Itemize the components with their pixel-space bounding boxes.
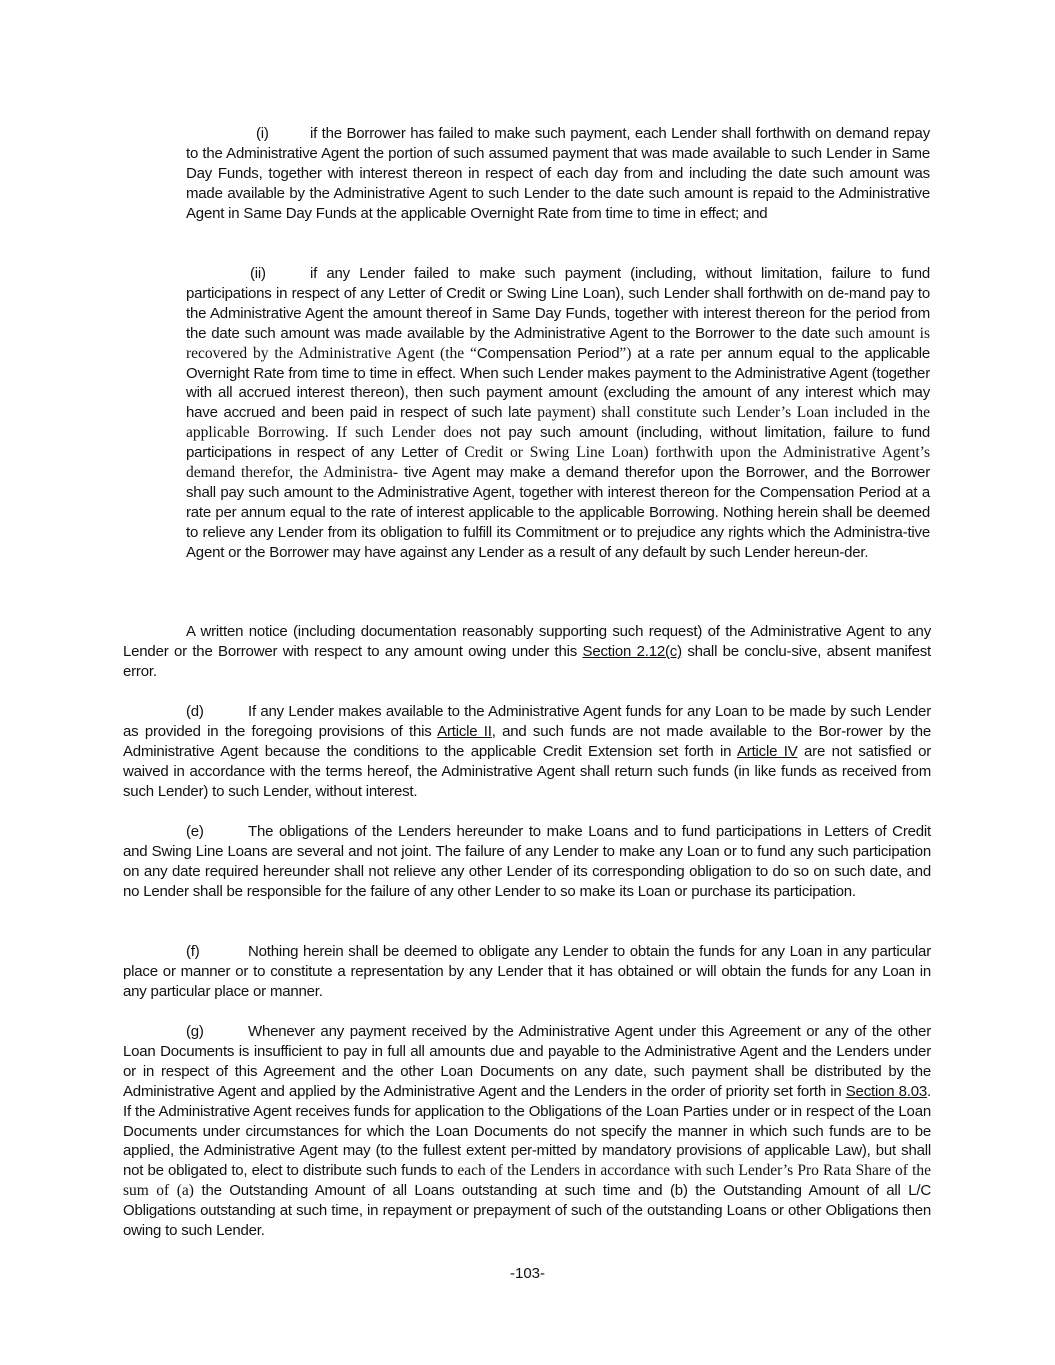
paragraph-d-text-b: , and such funds are not made available to the Bor-rower by the Administrative Agent because the conditions to the applicable Credit Extension set forth in [123,722,931,760]
article-ii-link[interactable]: Article II [437,722,492,740]
paragraph-g-text-c: each of the Lenders in accordance with such Lender’s Pro Rata Share of the sum of (a) [123,1162,932,1200]
paragraph-g-text-d: the Outstanding Amount of all Loans outstanding at such time and (b) the Outstanding Amount of all L/C Obligations outstanding at such time, in repayment or prepayment of such of the outstanding Loans or other Obligations then owing to such Lender. [123,1182,931,1240]
paragraph-e [123,822,931,902]
paragraph-written-notice [123,622,931,682]
section-8-03-link[interactable]: Section 8.03 [845,1082,928,1100]
paragraph-ii-text-e: at a rate per annum equal to the applicable Overnight Rate from time to time in effect. When such Lender makes payment to the Administrative Agent (together with all accrued interest thereon), then such payment amount (excluding the amount of any interest which may have accrued and been paid in respect of such late [186,344,930,422]
paragraph-g [123,1022,931,1241]
paragraph-ii [186,264,930,563]
paragraph-e-text: The obligations of the Lenders hereunder to make Loans and to fund participations in Letters of Credit and Swing Line Loans are several and not joint. The failure of any Lender to make any Loan or to fund any such participation on any date required hereunder shall not relieve any other Lender of its corresponding obligation to do so on such date, and no Lender shall be responsible for the failure of any other Lender to so make its Loan or purchase its participation. [123,823,931,900]
paragraph-ii-text-d: ”) [619,344,632,362]
paragraph-e-label: (e) [186,823,204,840]
paragraph-d-label: (d) [186,703,204,720]
paragraph-ii-text-f: payment) shall constitute such Lender’s Loan included in the applicable Borrowing. If such Lender does [186,404,930,442]
paragraph-ii-text-b: such amount is recovered by the Administrative Agent (the “ [186,324,930,362]
article-iv-link[interactable]: Article IV [736,742,798,760]
paragraph-g-text-a: Whenever any payment received by the Administrative Agent under this Agreement or any of the other Loan Documents is insufficient to pay in full all amounts due and payable to the Administrative Agent and the Lenders under or in respect of this Agreement and the other Loan Documents on any date, such payment shall be distributed by the Administrative Agent and applied by the Administrative Agent and the Lenders in the order of priority set forth in [123,1023,931,1100]
paragraph-g-label: (g) [186,1023,204,1040]
notice-text-b: shall be conclu-sive, absent manifest error. [123,642,931,680]
paragraph-f [123,942,931,1002]
paragraph-ii-text-a: if any Lender failed to make such payment (including, without limitation, failure to fund participations in respect of any Letter of Credit or Swing Line Loan), such Lender shall forthwith on de-mand pay to the Administrative Agent the amount thereof in Same Day Funds, together with interest thereon for the period from the date such amount was made available by the Administrative Agent to the Borrower to the date [186,265,930,342]
notice-text-a: A written notice (including documentation reasonably supporting such request) of the Administrative Agent to any Lender or the Borrower with respect to any amount owing under this [123,623,931,660]
paragraph-i-label: (i) [256,125,269,142]
paragraph-d-text-a: If any Lender makes available to the Administrative Agent funds for any Loan to be made by such Lender as provided in the foregoing provisions of this [123,703,931,740]
paragraph-f-text: Nothing herein shall be deemed to obligate any Lender to obtain the funds for any Loan in any particular place or manner or to constitute a representation by any Lender that it has obtained or will obtain the funds for any Loan in any particular place or manner. [123,943,931,1000]
paragraph-f-label: (f) [186,943,200,960]
paragraph-g-text-b: . If the Administrative Agent receives funds for application to the Obligations of the Loan Parties under or in respect of the Loan Documents under circumstances for which the Loan Documents do not specify the manner in which such funds are to be applied, the Administrative Agent may (to the fullest extent per-mitted by mandatory provisions of applicable Law), but shall not be obligated to, elect to distribute such funds to [123,1082,931,1180]
paragraph-ii-text-i: tive Agent may make a demand therefor upon the Borrower, and the Borrower shall pay such amount to the Administrative Agent, together with interest thereon for the Compensation Period at a rate per annum equal to the rate of interest applicable to the applicable Borrowing. Nothing herein shall be deemed to relieve any Lender from its obligation to fulfill its Commitment or to prejudice any rights which the Administra-tive Agent or the Borrower may have against any Lender as a result of any default by such Lender hereun-der. [186,464,930,561]
paragraph-d-text-c: are not satisfied or waived in accordance with the terms hereof, the Administrative Agent shall return such funds (in like funds as received from such Lender) to such Lender, without interest. [123,742,932,800]
section-2-12c-link[interactable]: Section 2.12(c) [582,642,682,660]
paragraph-ii-label: (ii) [250,265,266,282]
paragraph-ii-text-h: Credit or Swing Line Loan) forthwith upon the Administrative Agent’s demand therefor, the Administra- [186,444,930,482]
paragraph-ii-defined-term: Compensation Period [476,344,620,362]
paragraph-i-text: if the Borrower has failed to make such payment, each Lender shall forthwith on demand repay to the Administrative Agent the portion of such assumed payment that was made available to such Lender in Same Day Funds, together with interest thereon in respect of each day from and including the date such amount was made available by the Administrative Agent to such Lender to the date such amount is repaid to the Administrative Agent in Same Day Funds at the applicable Overnight Rate from time to time in effect; and [186,125,930,222]
page-number: -103- [509,1265,546,1282]
paragraph-i [186,124,930,224]
paragraph-d [123,702,931,802]
paragraph-ii-text-g: not pay such amount (including, without limitation, failure to fund participations in respect of any Letter of [186,424,930,462]
